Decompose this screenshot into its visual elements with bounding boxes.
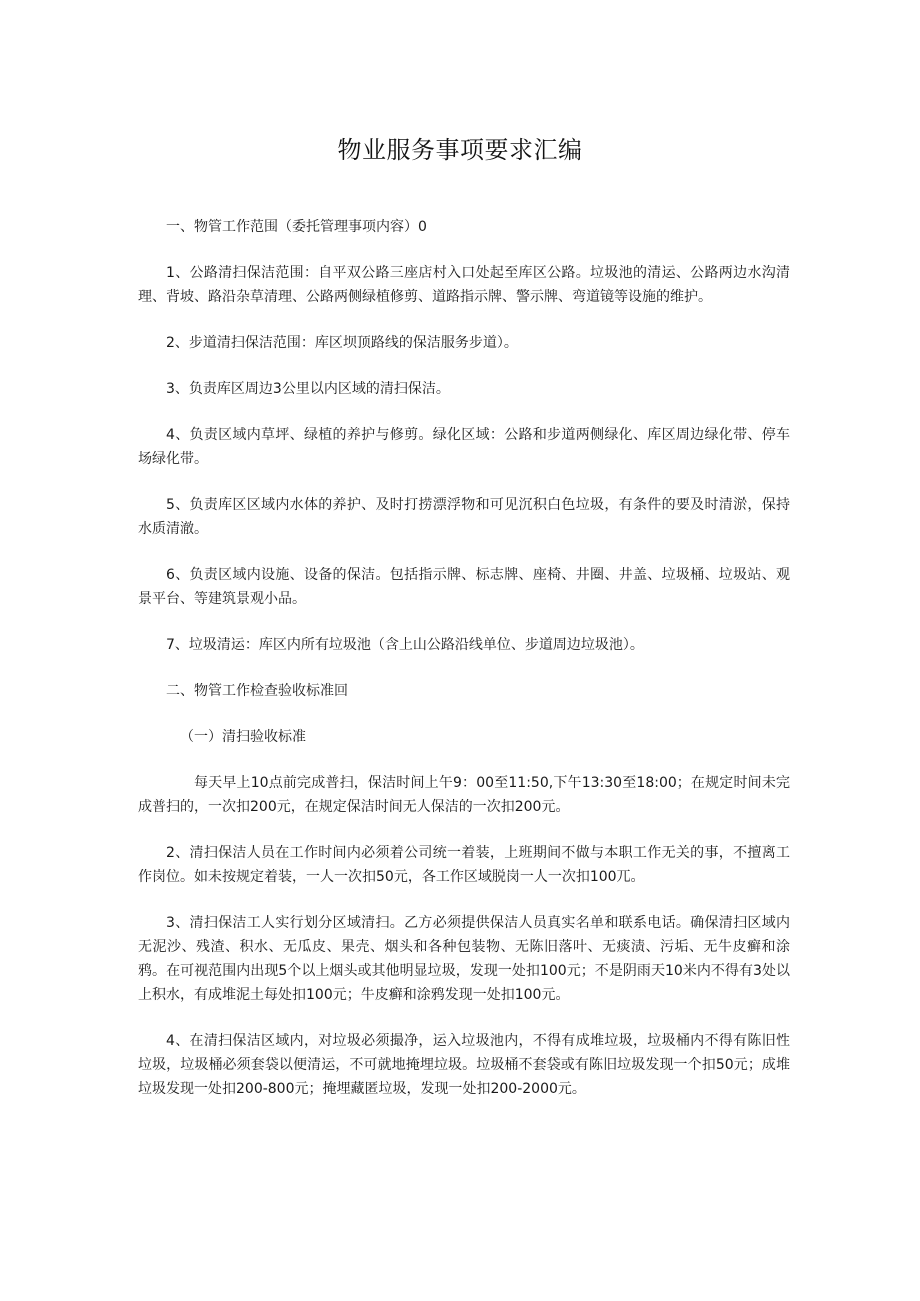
section-heading-scope: 一、物管工作范围（委托管理事项内容）0 [166, 219, 427, 235]
paragraph-standard-3: 3、清扫保洁工人实行划分区域清扫。乙方必须提供保洁人员真实名单和联系电话。确保清扫区域内无泥沙、残渣、积水、无瓜皮、果壳、烟头和各种包装物、无陈旧落叶、无痰渍、污垢、无牛皮癣和涂鸦。在可视范围内出现5个以上烟头或其他明显垃圾，发现一处扣100元；不是阴雨天10米内不得有3处以上积水，有成堆泥土每处扣100元；牛皮癣和涂鸦发现一处扣100元。 [138, 915, 790, 1003]
paragraph-item-6: 6、负责区域内设施、设备的保洁。包括指示牌、标志牌、座椅、井圈、井盖、垃圾桶、垃圾站、观景平台、等建筑景观小品。 [138, 567, 790, 607]
subsection-heading-cleaning: （一）清扫验收标准 [180, 729, 306, 745]
paragraph-item-3: 3、负责库区周边3公里以内区域的清扫保洁。 [166, 381, 450, 397]
paragraph-item-4: 4、负责区域内草坪、绿植的养护与修剪。绿化区域：公路和步道两侧绿化、库区周边绿化带、停车场绿化带。 [138, 427, 790, 467]
paragraph-standard-2: 2、清扫保洁人员在工作时间内必须着公司统一着装，上班期间不做与本职工作无关的事，不擅离工作岗位。如未按规定着装，一人一次扣50元，各工作区域脱岗一人一次扣100兀。 [138, 845, 790, 885]
section-heading-standards: 二、物管工作检查验收标准回 [166, 683, 348, 699]
paragraph-item-2: 2、步道清扫保洁范围：库区坝顶路线的保洁服务步道）。 [166, 335, 518, 351]
paragraph-standard-1: 每天早上10点前完成普扫，保洁时间上午9：00至11:50,下午13:30至18:00；在规定时间未完成普扫的，一次扣200元，在规定保洁时间无人保洁的一次扣200元。 [138, 775, 790, 815]
paragraph-item-5: 5、负责库区区域内水体的养护、及时打捞漂浮物和可见沉积白色垃圾，有条件的要及时清淤，保持水质清澈。 [138, 497, 790, 537]
paragraph-standard-4: 4、在清扫保洁区域内，对垃圾必须撮净，运入垃圾池内，不得有成堆垃圾，垃圾桶内不得有陈旧性垃圾，垃圾桶必须套袋以便清运，不可就地掩埋垃圾。垃圾桶不套袋或有陈旧垃圾发现一个扣50元；成堆垃圾发现一处扣200-800元；掩埋藏匿垃圾，发现一处扣200-2000元。 [138, 1033, 790, 1097]
paragraph-item-7: 7、垃圾清运：库区内所有垃圾池（含上山公路沿线单位、步道周边垃圾池）。 [166, 637, 644, 653]
document-body [138, 215, 790, 1123]
paragraph-item-1: 1、公路清扫保洁范围：自平双公路三座店村入口处起至库区公路。垃圾池的清运、公路两边水沟清理、背坡、路沿杂草清理、公路两侧绿植修剪、道路指示牌、警示牌、弯道镜等设施的维护。 [138, 265, 790, 305]
document-title: 物业服务事项要求汇编 [337, 136, 583, 164]
